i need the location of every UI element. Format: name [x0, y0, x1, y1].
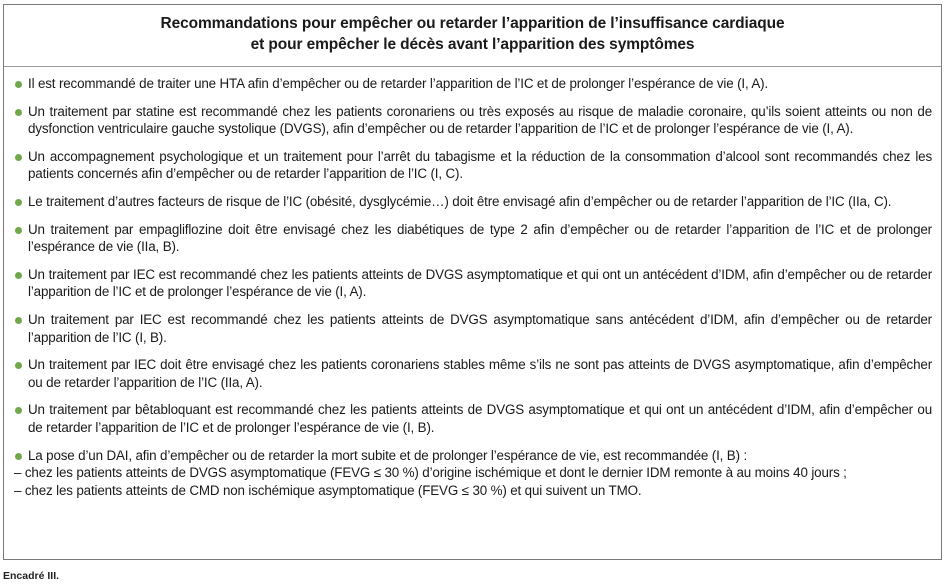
recommendation-text: Il est recommandé de traiter une HTA afin d’empêcher ou de retarder l’apparition de l’IC et de prolonger l’espérance de vie (I, A). [28, 76, 769, 91]
recommendation-subitem: – chez les patients atteints de DVGS asymptomatique (FEVG ≤ 30 %) d’origine ischémique et dont le dernier IDM remonte à au moins 40 jours ; [14, 465, 847, 481]
recommendation-text: Un traitement par IEC est recommandé chez les patients atteints de DVGS asymptomatique sans antécédent d’IDM, afin d’empêcher ou de retarder l’apparition de l’IC (I, B). [28, 311, 932, 345]
recommendation-subitem: – chez les patients atteints de CMD non ischémique asymptomatique (FEVG ≤ 30 %) et qui suivent un TMO. [14, 482, 642, 498]
recommendation-item-betabloquant [14, 401, 932, 436]
green-bullet-icon [15, 109, 22, 116]
recommendation-text: Un traitement par IEC est recommandé chez les patients atteints de DVGS asymptomatique et qui ont un antécédent d’IDM, afin d’empêcher ou de retarder l’apparition de l’IC et de prolonger l’espérance de vie (I, A). [28, 266, 932, 300]
recommendation-item-iec-idm [14, 266, 932, 301]
green-bullet-icon [15, 81, 22, 88]
recommendation-text: Un traitement par empagliflozine doit être envisagé chez les diabétiques de type 2 afin d’empêcher ou de retarder l’apparition de l’IC et de prolonger l’espérance de vie (IIa, B). [28, 221, 932, 255]
recommendation-list [14, 75, 932, 509]
title-divider [4, 66, 941, 67]
green-bullet-icon [15, 362, 22, 369]
recommendation-item-facteurs-risque [14, 193, 932, 211]
green-bullet-icon [15, 407, 22, 414]
recommendation-text: La pose d’un DAI, afin d’empêcher ou de retarder la mort subite et de prolonger l’espérance de vie, est recommandée (I, B) : [28, 447, 748, 463]
recommendation-item-empagliflozine [14, 221, 932, 256]
recommendation-text: Un accompagnement psychologique et un traitement pour l’arrêt du tabagisme et la réduction de la consommation d’alcool sont recommandés chez les patients concernés afin d’empêcher ou de retarder l’apparition de l’IC (I, C). [28, 148, 932, 182]
green-bullet-icon [15, 154, 22, 161]
green-bullet-icon [15, 317, 22, 324]
green-bullet-icon [15, 227, 22, 234]
green-bullet-icon [15, 453, 22, 460]
green-bullet-icon [15, 199, 22, 206]
recommendation-item-dai [14, 447, 932, 500]
box-title-line-2: et pour empêcher le décès avant l’apparition des symptômes [250, 36, 695, 53]
recommendation-item-iec-sans-idm [14, 311, 932, 346]
recommendation-item-tabagisme [14, 148, 932, 183]
figure-caption: Encadré III. [3, 570, 60, 582]
recommendations-box [3, 4, 942, 560]
box-title [4, 5, 941, 57]
recommendation-text: Un traitement par IEC doit être envisagé chez les patients coronariens stables même s’ils ne sont pas atteints de DVGS asymptomatique, afin d’empêcher ou de retarder l’apparition de l’IC (IIa, A). [28, 357, 932, 390]
green-bullet-icon [15, 272, 22, 279]
recommendation-item-statine [14, 103, 932, 138]
recommendation-item-hta [14, 75, 932, 93]
recommendation-item-iec-coronariens [14, 356, 932, 391]
recommendation-text: Un traitement par statine est recommandé chez les patients coronariens ou très exposés au risque de maladie coronaire, qu’ils soient atteints ou non de dysfonction ventriculaire gauche systolique (DVGS), afin d’empêcher ou de retarder l’apparition de l’IC et de prolonger l’espérance de vie (I, A). [28, 103, 932, 137]
recommendation-text: Un traitement par bêtabloquant est recommandé chez les patients atteints de DVGS asymptomatique et qui ont un antécédent d’IDM, afin d’empêcher ou de retarder l’apparition de l’IC et de prolonger l’espérance de vie (I, B). [28, 402, 932, 435]
box-title-line-1: Recommandations pour empêcher ou retarder l’apparition de l’insuffisance cardiaque [160, 15, 785, 32]
recommendation-text: Le traitement d’autres facteurs de risque de l’IC (obésité, dysglycémie…) doit être envisagé afin d’empêcher ou de retarder l’apparition de l’IC (IIa, C). [28, 193, 892, 209]
